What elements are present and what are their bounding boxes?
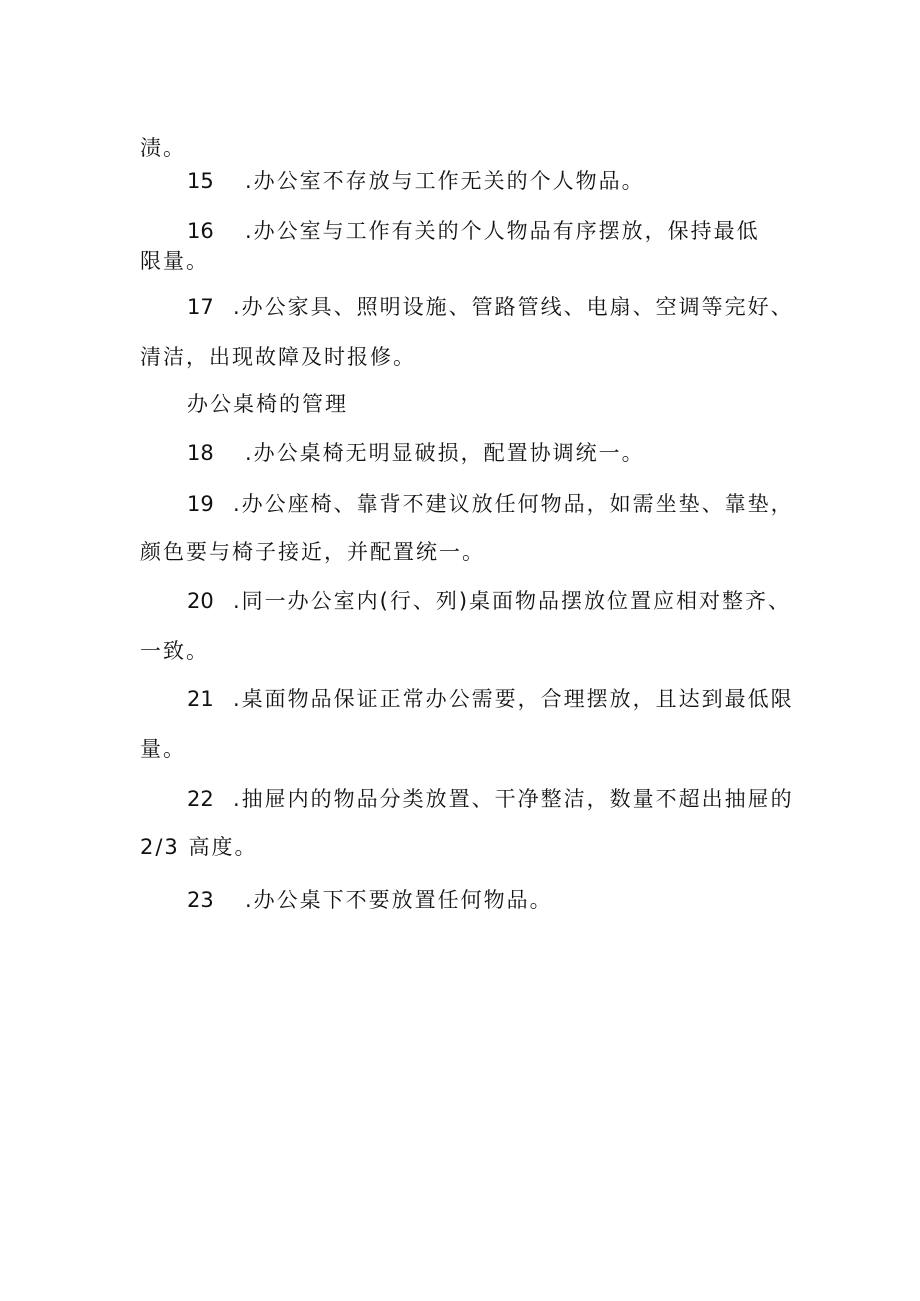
item-number: 20 [187, 589, 214, 613]
item-number: 16 [187, 219, 214, 243]
item-text: .办公桌下不要放置任何物品。 [245, 888, 553, 912]
line-text: 颜色要与椅子接近，并配置统一。 [140, 540, 485, 564]
item-text: .办公家具、照明设施、管路管线、电扇、空调等完好、 [233, 295, 794, 319]
item-number: 15 [187, 169, 214, 193]
heading-text: 办公桌椅的管理 [187, 392, 348, 416]
item-21 [187, 684, 794, 714]
item-20 [187, 586, 791, 616]
item-text: .办公桌椅无明显破损，配置协调统一。 [245, 441, 645, 465]
item-text: .办公室不存放与工作无关的个人物品。 [245, 169, 645, 193]
item-text: .办公室与工作有关的个人物品有序摆放，保持最低 [245, 219, 760, 243]
line-text: 2/3 高度。 [140, 835, 258, 859]
item-17 [187, 292, 794, 322]
line-continuation [140, 636, 209, 666]
item-number: 22 [187, 787, 214, 811]
line-text: 清洁，出现故障及时报修。 [140, 345, 416, 369]
item-18 [187, 438, 645, 468]
item-number: 18 [187, 441, 214, 465]
line-continuation [140, 246, 209, 276]
item-23 [187, 885, 553, 915]
line-continuation [140, 832, 257, 862]
item-number: 21 [187, 687, 214, 711]
line-text: 量。 [140, 737, 186, 761]
item-number: 23 [187, 888, 214, 912]
line-text: 限量。 [140, 249, 209, 273]
section-heading [187, 389, 348, 419]
line-continuation [140, 342, 416, 372]
line-text: 渍。 [140, 136, 186, 160]
item-19 [187, 489, 794, 519]
item-text: .办公座椅、靠背不建议放任何物品，如需坐垫、靠垫， [233, 492, 794, 516]
item-15 [187, 166, 645, 196]
item-text: .同一办公室内(行、列)桌面物品摆放位置应相对整齐、 [233, 589, 792, 613]
item-text: .桌面物品保证正常办公需要，合理摆放，且达到最低限 [233, 687, 794, 711]
item-text: .抽屉内的物品分类放置、干净整洁，数量不超出抽屉的 [233, 787, 794, 811]
line-continuation [140, 537, 485, 567]
item-number: 17 [187, 295, 214, 319]
item-number: 19 [187, 492, 214, 516]
line-continuation [140, 734, 186, 764]
item-16 [187, 216, 760, 246]
item-22 [187, 784, 794, 814]
line-continuation [140, 133, 186, 163]
line-text: 一致。 [140, 639, 209, 663]
